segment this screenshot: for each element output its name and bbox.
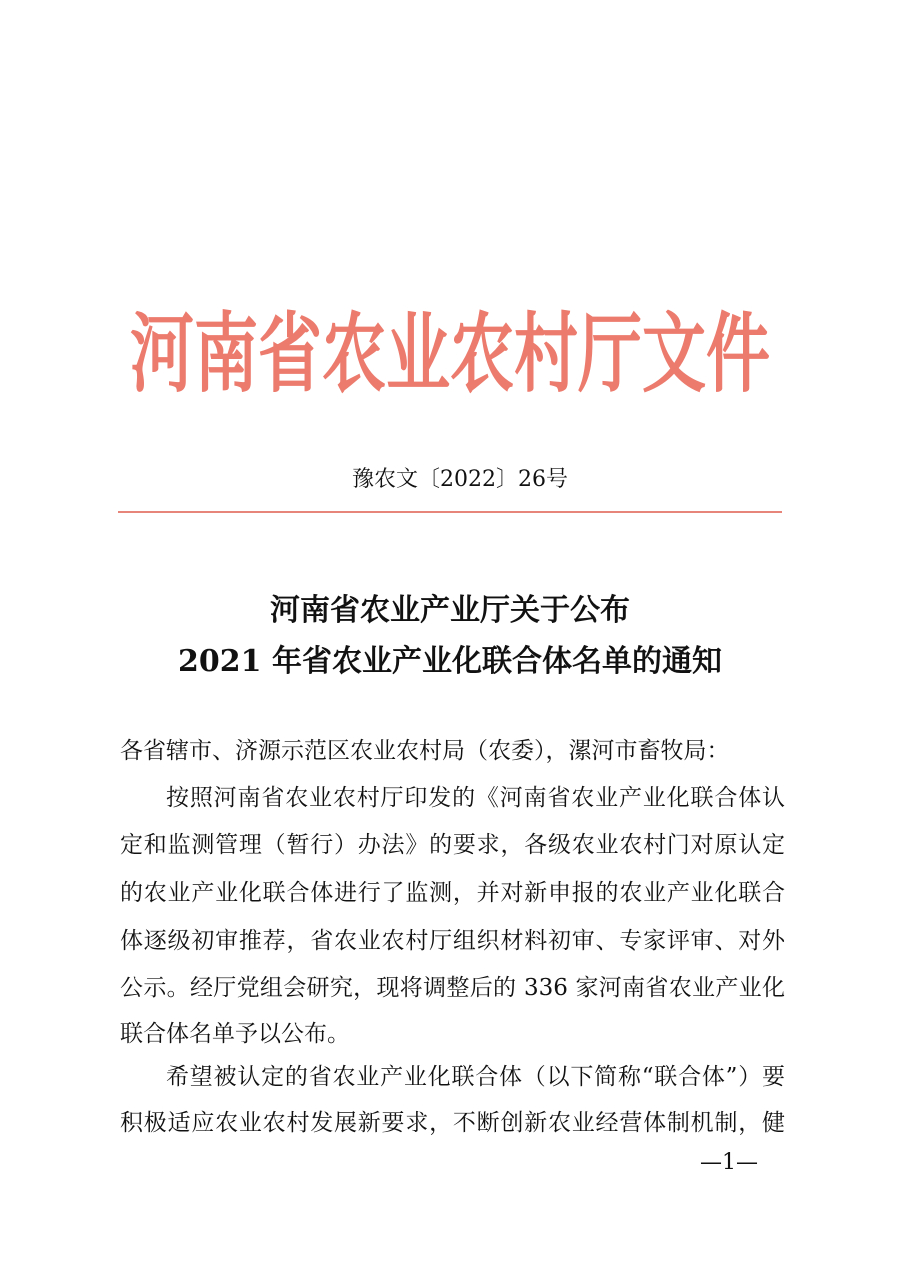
body-line: 希望被认定的省农业产业化联合体（以下简称“联合体”）要 xyxy=(166,1064,785,1090)
page-number: —1— xyxy=(700,1150,758,1175)
document-title-line2: 2021 年省农业产业化联合体名单的通知 xyxy=(178,644,722,679)
body-line: 按照河南省农业农村厅印发的《河南省农业产业化联合体认 xyxy=(166,785,785,811)
body-line: 积极适应农业农村发展新要求，不断创新农业经营体制机制，健 xyxy=(120,1110,785,1136)
body-line: 联合体名单予以公布。 xyxy=(120,1021,350,1047)
red-divider xyxy=(118,511,782,513)
body-line: 的农业产业化联合体进行了监测，并对新申报的农业产业化联合 xyxy=(120,880,785,906)
document-number: 豫农文〔2022〕26号 xyxy=(352,467,568,492)
body-line: 体逐级初审推荐，省农业农村厅组织材料初审、专家评审、对外 xyxy=(120,928,785,954)
body-line: 定和监测管理（暂行）办法》的要求，各级农业农村门对原认定 xyxy=(120,832,785,858)
document-title-line1: 河南省农业产业厅关于公布 xyxy=(270,593,630,628)
body-line: 公示。经厅党组会研究，现将调整后的 336 家河南省农业产业化 xyxy=(120,975,785,1001)
addressee: 各省辖市、济源示范区农业农村局（农委），漯河市畜牧局： xyxy=(120,738,730,764)
issuer-header: 河南省农业农村厅文件 xyxy=(130,305,770,406)
